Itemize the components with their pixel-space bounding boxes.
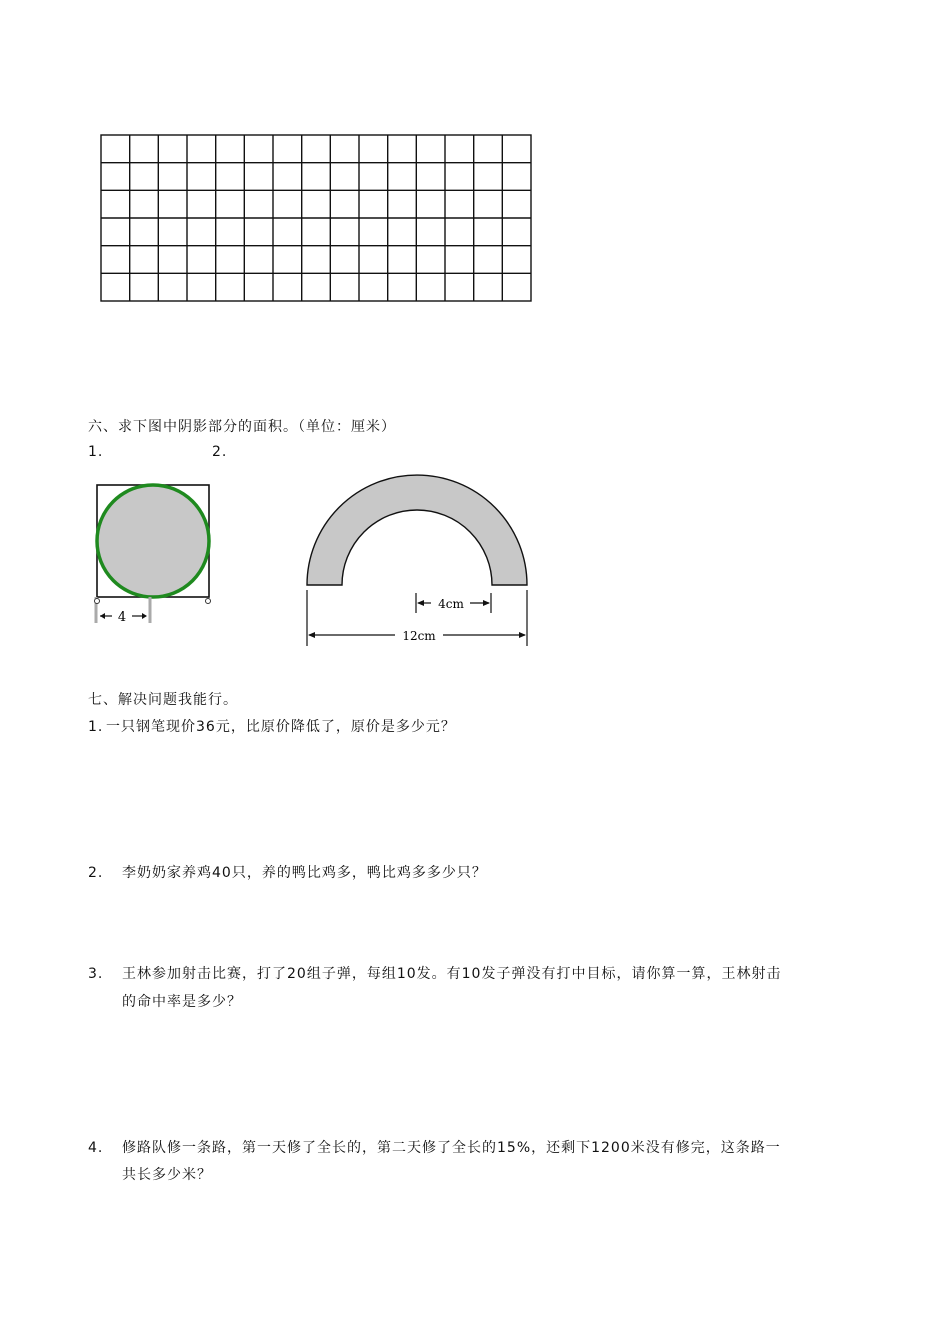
question4-line2: 共长多少米？ xyxy=(122,1167,212,1183)
question1-number: 1. xyxy=(88,719,104,735)
question4-number: 4. xyxy=(88,1140,104,1156)
section6-heading: 六、求下图中阴影部分的面积。（单位：厘米） xyxy=(88,419,396,435)
section7-heading: 七、解决问题我能行。 xyxy=(88,692,238,708)
question4-line1: 修路队修一条路，第一天修了全长的，第二天修了全长的15%，还剩下1200米没有修完，这条路一 xyxy=(122,1140,781,1156)
figure1-dimension-label: 4 xyxy=(117,610,127,625)
question3-line2: 的命中率是多少？ xyxy=(122,994,242,1010)
question1-text: 一只钢笔现价36元，比原价降低了，原价是多少元？ xyxy=(106,719,456,735)
square-grid xyxy=(0,0,950,320)
question2-text: 李奶奶家养鸡40只，养的鸭比鸡多，鸭比鸡多多少只？ xyxy=(122,865,487,881)
figure1-number: 1. xyxy=(88,444,104,460)
figure2-outer-label: 12cm xyxy=(402,629,436,643)
question3-line1: 王林参加射击比赛，打了20组子弹，每组10发。有10发子弹没有打中目标，请你算一算，王林射击 xyxy=(122,966,782,982)
figure2-number: 2. xyxy=(212,444,228,460)
figure1-square-arcs xyxy=(85,475,225,630)
question3-number: 3. xyxy=(88,966,104,982)
figure2-semicircle-ring xyxy=(295,470,540,655)
question2-number: 2. xyxy=(88,865,104,881)
figure2-inner-label: 4cm xyxy=(438,597,464,611)
